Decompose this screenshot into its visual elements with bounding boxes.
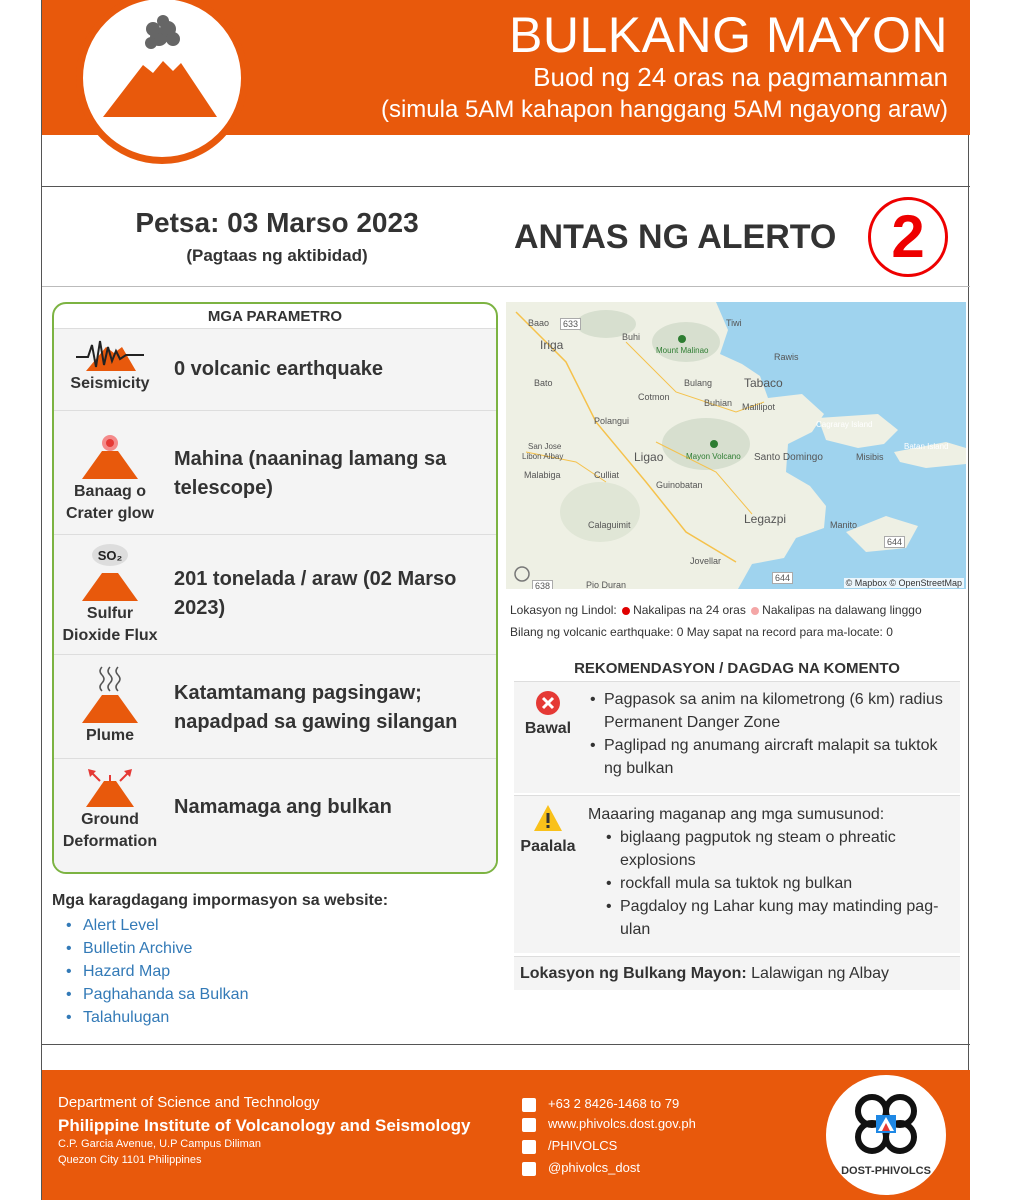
bawal-list: [590, 688, 950, 780]
parameter-label-line2: Dioxide Flux: [62, 627, 158, 644]
map-label: Buhian: [704, 398, 733, 408]
parameter-label-line2: Deformation: [62, 833, 158, 850]
contact-facebook[interactable]: [522, 1138, 617, 1154]
parameters-title: MGA PARAMETRO: [207, 308, 343, 325]
parameter-row-ground-deformation: [54, 758, 496, 874]
map-label: 638: [532, 580, 553, 589]
bawal-label-group: [514, 690, 582, 738]
earthquake-legend: [510, 603, 922, 617]
so2-icon: [54, 543, 166, 647]
parameter-label: Ground: [81, 811, 139, 828]
map-label: Mayon Volcano: [686, 452, 741, 461]
map-label: Malabiga: [524, 470, 561, 480]
facebook-text[interactable]: /PHIVOLCS: [548, 1138, 618, 1153]
parameter-value: 0 volcanic earthquake: [174, 358, 383, 380]
bulletin-subtitle: Buod ng 24 oras na pagmamanman: [533, 62, 948, 92]
phone-text: +63 2 8426-1468 to 79: [548, 1096, 680, 1111]
alert-level-badge: 2: [868, 197, 948, 277]
parameter-row-seismicity: [54, 328, 496, 410]
bulletin-title: BULKANG MAYON: [509, 7, 948, 63]
footer-dept: Department of Science and Technology: [58, 1094, 320, 1111]
map-label: Ligao: [634, 450, 664, 464]
parameter-row-so2: [54, 534, 496, 654]
earthquake-count: Bilang ng volcanic earthquake: 0 May sapat na record para ma-locate: 0: [510, 625, 893, 639]
section-divider: [42, 286, 970, 287]
footer-institute: Philippine Institute of Volcanology and Seismology: [58, 1116, 471, 1135]
map-label: 633: [560, 318, 581, 330]
footer-divider: [42, 1044, 970, 1045]
twitter-icon: [522, 1162, 536, 1176]
ground-deformation-icon: [54, 767, 166, 853]
svg-text:SO₂: SO₂: [97, 548, 123, 563]
location-value: Lalawigan ng Albay: [751, 965, 890, 982]
alert-level-label: ANTAS NG ALERTO: [514, 218, 837, 256]
map-label: Libon Albay: [522, 452, 564, 461]
prohibited-icon: [535, 690, 561, 716]
parameter-label-line2: Crater glow: [65, 505, 154, 522]
map-label: Misibis: [856, 452, 884, 462]
more-info-title: Mga karagdagang impormasyon sa website:: [52, 892, 389, 909]
map-label: 644: [884, 536, 905, 548]
bawal-section: [514, 681, 960, 793]
map-label: Manito: [830, 520, 858, 530]
map-attribution[interactable]: © Mapbox © OpenStreetMap: [845, 578, 962, 588]
contact-twitter[interactable]: [522, 1160, 640, 1176]
map-label: Iriga: [540, 338, 564, 352]
bawal-item: • Pagpasok sa anim na kilometrong (6 km) radius Permanent Danger Zone: [590, 688, 950, 734]
map-label: Calaguimit: [588, 520, 631, 530]
parameter-row-plume: [54, 654, 496, 758]
bawal-item: • Paglipad ng anumang aircraft malapit sa tuktok ng bulkan: [590, 734, 950, 780]
volcano-location: [514, 956, 960, 990]
link-hazard-map[interactable]: • Hazard Map: [66, 960, 248, 983]
map-label: Mount Malinao: [656, 346, 709, 355]
phone-icon: [522, 1098, 536, 1112]
location-map[interactable]: [506, 302, 966, 589]
contact-web[interactable]: [522, 1116, 696, 1132]
crater-glow-icon: [54, 433, 166, 525]
link-bulletin-archive[interactable]: • Bulletin Archive: [66, 937, 248, 960]
dost-phivolcs-logo: [826, 1075, 946, 1195]
parameter-value: Namamaga ang bulkan: [174, 796, 392, 818]
footer-address-2: Quezon City 1101 Philippines: [58, 1154, 202, 1166]
paalala-item: • rockfall mula sa tuktok ng bulkan: [606, 872, 952, 895]
link-alert-level[interactable]: • Alert Level: [66, 914, 248, 937]
bulletin-date: Petsa: 03 Marso 2023: [135, 207, 419, 238]
earthquake-legend-label: Lokasyon ng Lindol:: [510, 603, 617, 617]
map-label: Bato: [534, 378, 553, 388]
parameters-panel: [52, 302, 498, 874]
recent-quake-dot-icon: [622, 607, 630, 615]
volcano-logo-icon: [76, 0, 248, 164]
header-divider: [42, 186, 970, 187]
map-label: Cotmon: [638, 392, 670, 402]
parameter-label: Plume: [85, 727, 134, 744]
older-quake-dot-icon: [751, 607, 759, 615]
footer: [42, 1070, 970, 1200]
map-label: Bulang: [684, 378, 713, 388]
legend-older: Nakalipas na dalawang linggo: [762, 603, 922, 617]
map-label: Batan Island: [904, 442, 949, 451]
paalala-label-group: [514, 804, 582, 856]
dost-logo-text: DOST-PHIVOLCS: [841, 1165, 931, 1177]
web-text[interactable]: www.phivolcs.dost.gov.ph: [548, 1116, 696, 1131]
map-label: Cagraray Island: [816, 420, 873, 429]
map-label: Polangui: [594, 416, 630, 426]
bulletin-page: [41, 0, 969, 1200]
link-talahulugan[interactable]: • Talahulugan: [66, 1006, 248, 1029]
legend-recent: Nakalipas na 24 oras: [633, 603, 746, 617]
contact-phone: [522, 1096, 679, 1112]
recommendations-title: REKOMENDASYON / DAGDAG NA KOMENTO: [574, 660, 900, 677]
map-label: Malilipot: [742, 402, 776, 412]
parameter-value: Katamtamang pagsingaw; napadpad sa gawing silangan: [174, 682, 458, 733]
globe-icon: [522, 1118, 536, 1132]
map-label: Pio Duran: [586, 580, 627, 589]
map-label: Baao: [528, 318, 550, 328]
parameter-label: Sulfur: [86, 605, 134, 622]
map-label: Buhi: [622, 332, 641, 342]
map-label: 644: [772, 572, 793, 584]
paalala-label: Paalala: [520, 838, 576, 855]
parameter-label: Seismicity: [70, 375, 150, 392]
map-label: Legazpi: [744, 512, 787, 526]
activity-status: (Pagtaas ng aktibidad): [186, 246, 368, 265]
parameter-row-crater-glow: [54, 410, 496, 534]
paalala-intro: Maaaring maganap ang mga sumusunod:: [588, 806, 885, 823]
parameter-value: 201 tonelada / araw (02 Marso 2023): [174, 568, 457, 619]
paalala-section: [514, 795, 960, 953]
map-label: San Jose: [528, 442, 562, 451]
warning-icon: [533, 804, 563, 832]
plume-icon: [54, 661, 166, 747]
twitter-text[interactable]: @phivolcs_dost: [548, 1160, 640, 1175]
facebook-icon: [522, 1140, 536, 1154]
paalala-list: [606, 826, 952, 941]
map-label: Santo Domingo: [754, 452, 823, 463]
map-label: Culliat: [594, 470, 620, 480]
parameter-value: Mahina (naaninag lamang sa telescope): [174, 448, 447, 499]
dost-logo-icon: [826, 1075, 946, 1165]
map-label: Tabaco: [744, 376, 783, 390]
more-info-links: [66, 914, 248, 1029]
bawal-label: Bawal: [524, 720, 572, 737]
bulletin-time-range: (simula 5AM kahapon hanggang 5AM ngayong araw): [380, 96, 948, 123]
paalala-item: • biglaang pagputok ng steam o phreatic explosions: [606, 826, 952, 872]
location-label: Lokasyon ng Bulkang Mayon:: [520, 965, 747, 982]
seismicity-icon: [54, 337, 166, 395]
map-label: Guinobatan: [656, 480, 703, 490]
footer-address-1: C.P. Garcia Avenue, U.P Campus Diliman: [58, 1138, 261, 1150]
paalala-item: • Pagdaloy ng Lahar kung may matinding pag-ulan: [606, 895, 952, 941]
map-label: Jovellar: [690, 556, 722, 566]
link-paghahanda[interactable]: • Paghahanda sa Bulkan: [66, 983, 248, 1006]
map-label: Tiwi: [726, 318, 742, 328]
map-label: Rawis: [774, 352, 799, 362]
parameter-label: Banaag o: [73, 483, 146, 500]
